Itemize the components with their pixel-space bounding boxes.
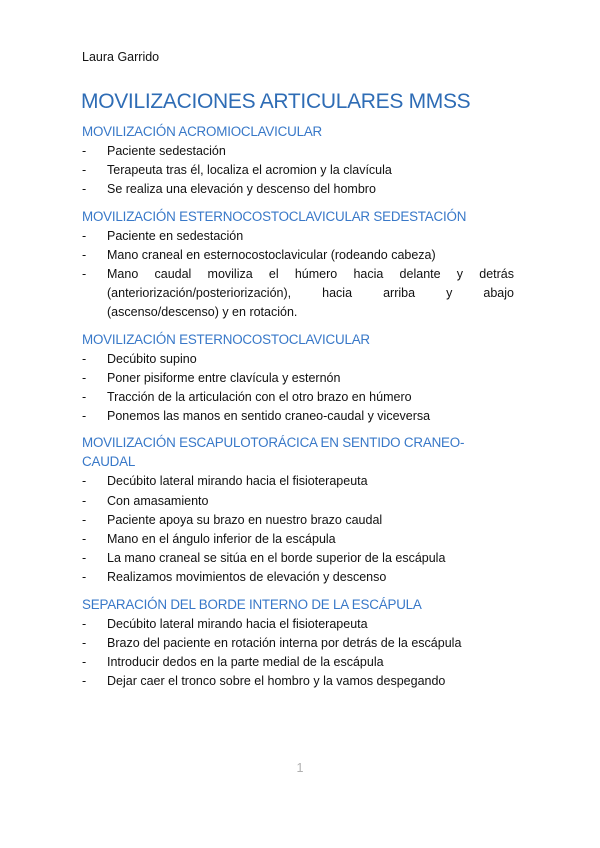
bullet-dash: -	[82, 247, 87, 262]
list-item-text: Paciente sedestación	[107, 144, 226, 158]
list-item-text: Mano craneal en esternocostoclavicular (rodeando cabeza)	[107, 247, 436, 262]
list-item	[82, 369, 514, 388]
bullet-dash: -	[82, 267, 87, 282]
list-item	[82, 549, 514, 568]
list-item-text: Tracción de la articulación con el otro brazo en húmero	[107, 390, 412, 405]
bullet-dash: -	[82, 182, 87, 197]
document-body	[82, 122, 514, 698]
list-item-text: Mano en el ángulo inferior de la escápula	[107, 532, 336, 547]
list-item	[82, 472, 514, 491]
list-item	[82, 350, 514, 369]
bullet-dash: -	[82, 474, 87, 489]
bullet-dash: -	[82, 390, 87, 405]
list-item-text: Con amasamiento	[107, 493, 209, 508]
section-borde-interno-escapula	[82, 595, 514, 692]
list-item	[82, 246, 514, 265]
list-item-text: Introducir dedos en la parte medial de la escápula	[107, 655, 384, 670]
bullet-dash: -	[82, 635, 87, 650]
bullet-dash: -	[82, 570, 87, 585]
bullet-dash: -	[82, 370, 87, 385]
bullet-dash: -	[82, 163, 87, 178]
author-name: Laura Garrido	[82, 50, 160, 64]
page-number: 1	[296, 761, 304, 775]
bullet-list	[82, 615, 514, 692]
bullet-dash: -	[82, 409, 87, 424]
list-item-text: Poner pisiforme entre clavícula y esternón	[107, 370, 341, 385]
bullet-list	[82, 350, 514, 427]
list-item-text: Decúbito supino	[107, 351, 197, 366]
bullet-dash: -	[82, 655, 87, 670]
list-item	[82, 653, 514, 672]
bullet-list	[82, 142, 514, 200]
list-item	[82, 568, 514, 587]
section-heading: MOVILIZACIÓN ESTERNOCOSTOCLAVICULAR	[82, 331, 370, 347]
list-item-text: Dejar caer el tronco sobre el hombro y la vamos despegando	[107, 674, 446, 689]
section-heading: MOVILIZACIÓN ESTERNOCOSTOCLAVICULAR SEDESTACIÓN	[82, 208, 467, 224]
list-item	[82, 180, 514, 199]
bullet-dash: -	[82, 351, 87, 366]
list-item-text: Brazo del paciente en rotación interna por detrás de la escápula	[107, 635, 462, 650]
list-item-text: Paciente apoya su brazo en nuestro brazo caudal	[107, 512, 383, 527]
section-heading: MOVILIZACIÓN ESCAPULOTORÁCICA EN SENTIDO CRANEO-CAUDAL	[82, 435, 465, 470]
list-item	[82, 615, 514, 634]
section-escapulotoracica	[82, 433, 514, 587]
list-item	[82, 634, 514, 653]
list-item-text: Ponemos las manos en sentido craneo-caudal y viceversa	[107, 409, 431, 424]
bullet-dash: -	[82, 551, 87, 566]
list-item	[82, 530, 514, 549]
list-item	[82, 161, 514, 180]
list-item	[82, 672, 514, 691]
section-heading: SEPARACIÓN DEL BORDE INTERNO DE LA ESCÁPULA	[82, 596, 422, 612]
list-item-text: Decúbito lateral mirando hacia el fisioterapeuta	[107, 474, 368, 489]
bullet-dash: -	[82, 512, 87, 527]
list-item-text: Mano caudal moviliza el húmero hacia delante y detrás (anteriorización/posteriorización), hacia arriba y abajo (ascenso/descenso) y en rotación.	[107, 267, 514, 320]
list-item-text: Terapeuta tras él, localiza el acromion y la clavícula	[107, 163, 392, 178]
section-acromioclavicular	[82, 122, 514, 200]
list-item-text: La mano craneal se sitúa en el borde superior de la escápula	[107, 551, 446, 566]
list-item	[82, 511, 514, 530]
list-item	[82, 492, 514, 511]
list-item-text: Realizamos movimientos de elevación y descenso	[107, 570, 387, 585]
bullet-list	[82, 472, 514, 587]
list-item	[82, 388, 514, 407]
list-item-text: Paciente en sedestación	[107, 228, 244, 243]
document-title: MOVILIZACIONES ARTICULARES MMSS	[81, 90, 471, 113]
list-item	[82, 265, 514, 323]
bullet-dash: -	[82, 144, 87, 158]
section-esternocostoclavicular-sedestacion	[82, 207, 514, 323]
bullet-dash: -	[82, 532, 87, 547]
bullet-list	[82, 227, 514, 323]
list-item	[82, 142, 514, 161]
bullet-dash: -	[82, 493, 87, 508]
list-item	[82, 407, 514, 426]
section-esternocostoclavicular	[82, 330, 514, 427]
bullet-dash: -	[82, 616, 87, 631]
bullet-dash: -	[82, 228, 87, 243]
section-heading: MOVILIZACIÓN ACROMIOCLAVICULAR	[82, 124, 323, 139]
list-item	[82, 227, 514, 246]
bullet-dash: -	[82, 674, 87, 689]
list-item-text: Decúbito lateral mirando hacia el fisioterapeuta	[107, 616, 368, 631]
list-item-text: Se realiza una elevación y descenso del hombro	[107, 182, 376, 197]
